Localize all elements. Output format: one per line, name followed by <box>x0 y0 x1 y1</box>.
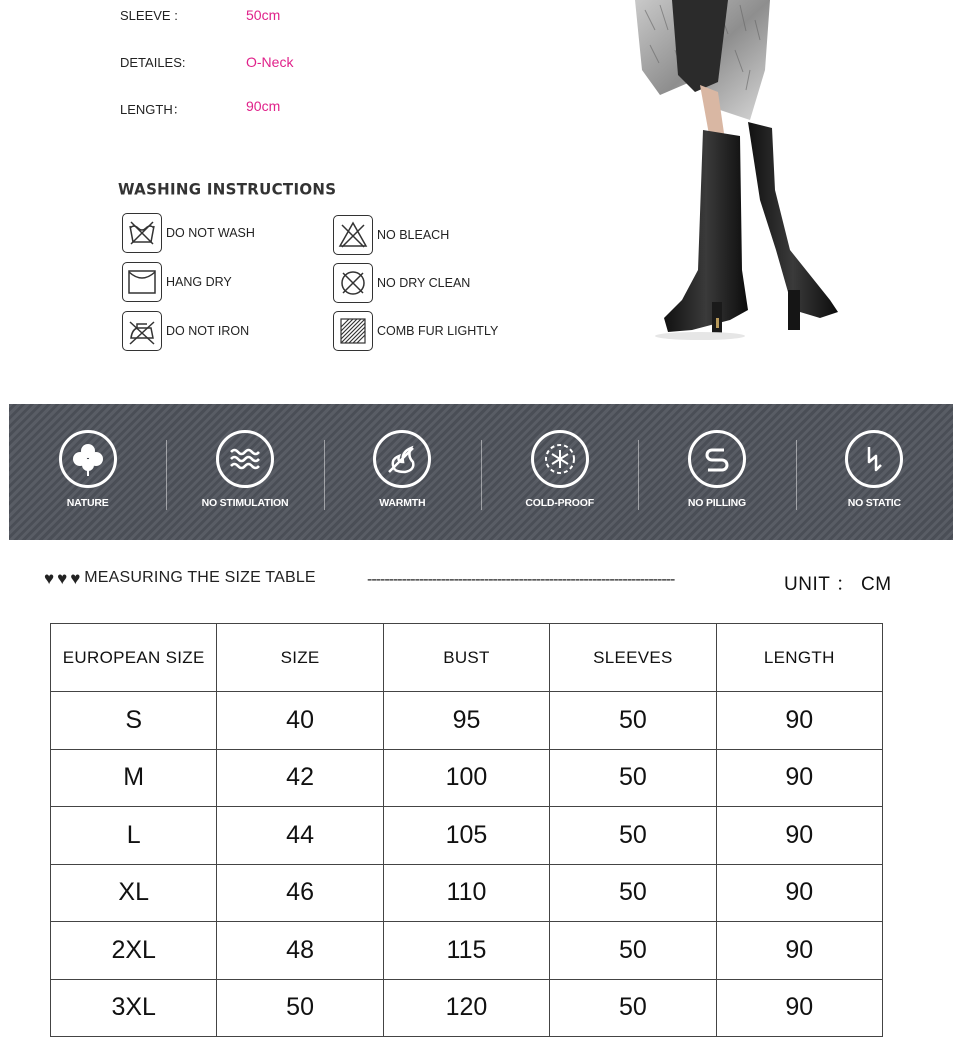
washing-title: WASHING INSTRUCTIONS <box>118 179 337 199</box>
wash-item-do-not-wash <box>122 213 255 253</box>
table-cell: 2XL <box>51 922 217 980</box>
lightning-icon <box>845 430 903 488</box>
table-cell: 40 <box>217 692 383 750</box>
unit-label: UNIT ： CM <box>784 574 892 595</box>
table-row <box>51 979 883 1037</box>
no-dry-clean-icon <box>333 263 373 303</box>
hearts <box>44 570 80 587</box>
heart-icon: ♥ <box>70 568 81 588</box>
table-row <box>51 749 883 807</box>
wash-item-do-not-iron <box>122 311 249 351</box>
size-table-title: MEASURING THE SIZE TABLE <box>84 569 316 586</box>
table-cell: 44 <box>217 807 383 865</box>
hang-dry-icon <box>122 262 162 302</box>
table-cell: 120 <box>383 979 549 1037</box>
table-cell: 48 <box>217 922 383 980</box>
feature-label: WARMTH <box>379 497 426 509</box>
wash-item-comb-fur <box>333 311 498 351</box>
wash-label: HANG DRY <box>166 275 232 289</box>
spec-label: SLEEVE : <box>120 8 178 23</box>
table-header-row <box>51 624 883 692</box>
table-row <box>51 692 883 750</box>
product-photo <box>600 0 880 350</box>
waves-icon <box>216 430 274 488</box>
heart-icon: ♥ <box>57 568 68 588</box>
table-cell: 3XL <box>51 979 217 1037</box>
table-cell: 50 <box>550 864 716 922</box>
table-cell: M <box>51 749 217 807</box>
wash-label: DO NOT IRON <box>166 324 250 338</box>
wash-label: COMB FUR LIGHTLY <box>377 324 499 338</box>
do-not-iron-icon <box>122 311 162 351</box>
wash-item-hang-dry <box>122 262 232 302</box>
size-table <box>50 623 883 1037</box>
table-row <box>51 922 883 980</box>
column-header: LENGTH <box>716 624 882 692</box>
table-cell: 46 <box>217 864 383 922</box>
spec-value: 90cm <box>246 98 281 114</box>
table-row <box>51 807 883 865</box>
feature-banner <box>9 404 953 540</box>
table-cell: 90 <box>716 922 882 980</box>
feature-cold-proof <box>481 404 638 540</box>
heart-icon: ♥ <box>44 568 55 588</box>
table-cell: 50 <box>550 692 716 750</box>
table-cell: 110 <box>383 864 549 922</box>
snowflake-icon <box>531 430 589 488</box>
feature-nature <box>9 404 166 540</box>
flame-icon <box>373 430 431 488</box>
pilling-icon <box>688 430 746 488</box>
wash-label: DO NOT WASH <box>166 226 255 240</box>
table-cell: 105 <box>383 807 549 865</box>
spec-label: DETAILES: <box>120 55 186 70</box>
feature-label: NO STIMULATION <box>201 497 289 509</box>
table-cell: 90 <box>716 749 882 807</box>
table-cell: XL <box>51 864 217 922</box>
table-cell: 50 <box>550 922 716 980</box>
feature-warmth <box>324 404 481 540</box>
feature-label: NATURE <box>66 497 109 509</box>
feature-no-stimulation <box>166 404 323 540</box>
column-header: SLEEVES <box>550 624 716 692</box>
table-cell: 100 <box>383 749 549 807</box>
clover-icon <box>59 430 117 488</box>
column-header: SIZE <box>217 624 383 692</box>
table-cell: 42 <box>217 749 383 807</box>
wash-label: NO DRY CLEAN <box>377 276 471 290</box>
table-cell: 50 <box>217 979 383 1037</box>
feature-label: COLD-PROOF <box>525 497 594 509</box>
table-cell: 90 <box>716 864 882 922</box>
table-row <box>51 864 883 922</box>
table-cell: 115 <box>383 922 549 980</box>
table-cell: S <box>51 692 217 750</box>
do-not-wash-icon <box>122 213 162 253</box>
spec-value: 50cm <box>246 7 281 23</box>
column-header: BUST <box>383 624 549 692</box>
feature-label: NO PILLING <box>687 497 747 509</box>
table-cell: L <box>51 807 217 865</box>
feature-label: NO STATIC <box>847 497 901 509</box>
size-table-heading <box>44 567 316 589</box>
dashed-line: ----------------------------------------------------------------------- <box>367 571 675 588</box>
table-cell: 90 <box>716 807 882 865</box>
table-cell: 90 <box>716 979 882 1037</box>
table-cell: 95 <box>383 692 549 750</box>
wash-item-no-bleach <box>333 215 449 255</box>
column-header: EUROPEAN SIZE <box>51 624 217 692</box>
spec-label: LENGTH： <box>120 102 186 117</box>
feature-no-pilling <box>638 404 795 540</box>
wash-label: NO BLEACH <box>377 228 450 242</box>
spec-value: O-Neck <box>246 54 294 70</box>
table-cell: 50 <box>550 979 716 1037</box>
table-cell: 50 <box>550 749 716 807</box>
no-bleach-icon <box>333 215 373 255</box>
table-cell: 50 <box>550 807 716 865</box>
comb-fur-icon <box>333 311 373 351</box>
feature-no-static <box>796 404 953 540</box>
wash-item-no-dry-clean <box>333 263 470 303</box>
table-cell: 90 <box>716 692 882 750</box>
